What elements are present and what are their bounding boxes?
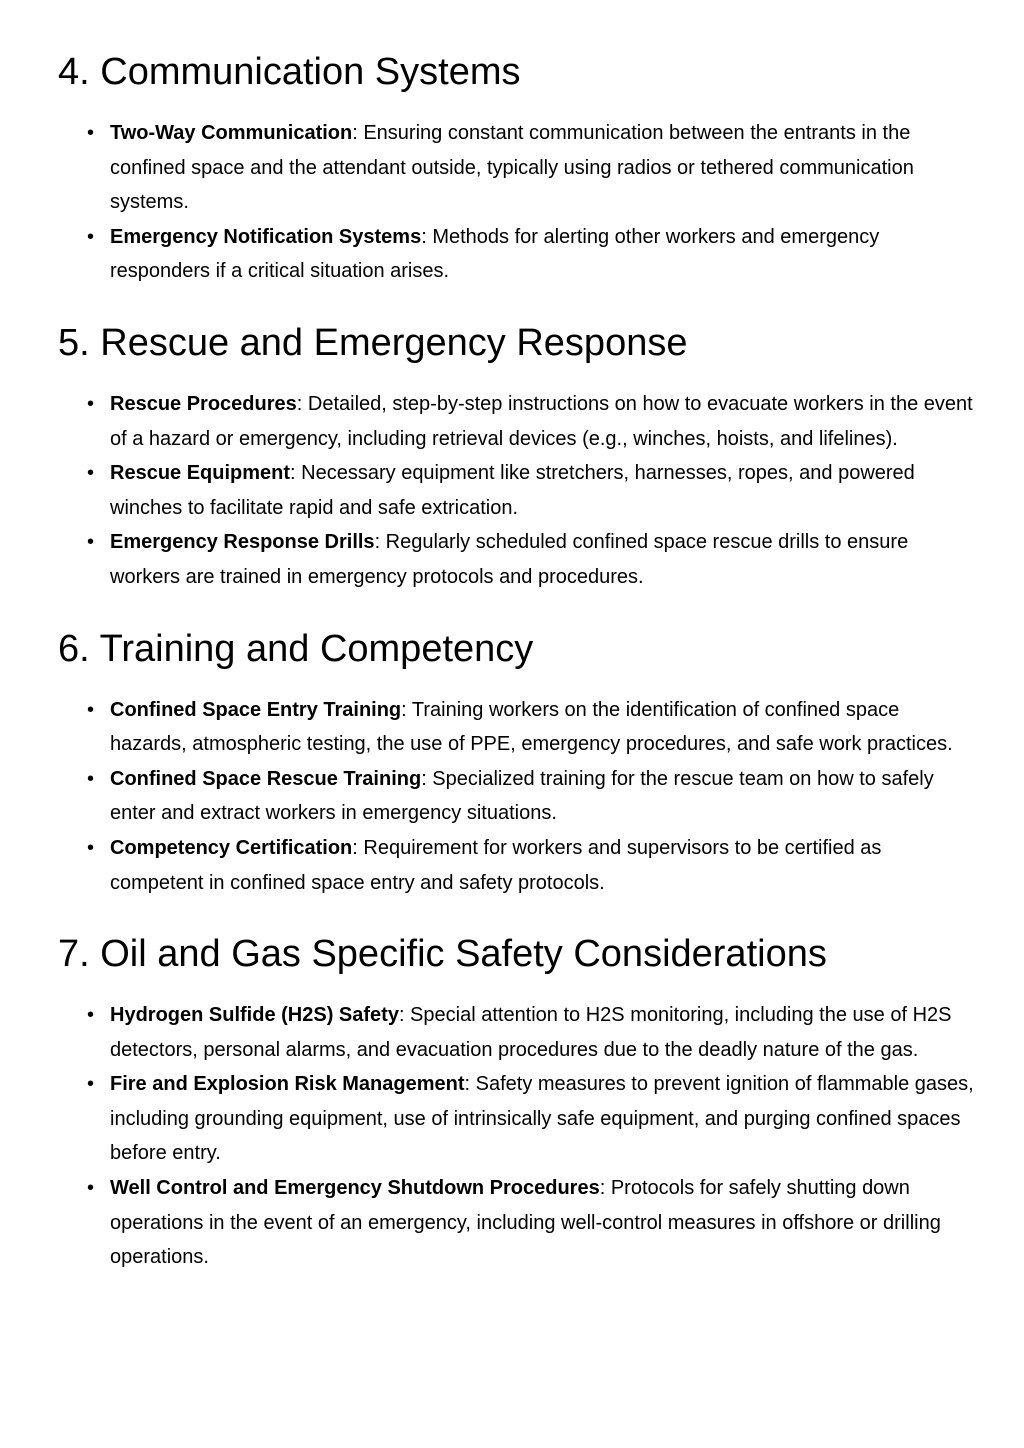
item-description: : Ensuring constant communication between the entrants in the confined space and the attendant outside, typically using radios or tethered communication systems. [110,122,914,214]
list-item [58,1067,978,1171]
bullet-icon: • [87,392,95,415]
list-item [58,1171,978,1275]
section-heading: 7. Oil and Gas Specific Safety Considerations [58,933,827,976]
item-description: : Training workers on the identification of confined space hazards, atmospheric testing, the use of PPE, emergency procedures, and safe work practices. [110,698,953,756]
item-term: Emergency Response Drills [110,531,375,554]
item-term: Two-Way Communication [110,122,353,144]
bullet-list [58,116,966,289]
bullet-icon: • [87,531,95,554]
section-heading: 5. Rescue and Emergency Response [58,321,688,364]
item-description: : Protocols for safely shutting down operations in the event of an emergency, including well-control measures in offshore or drilling operations. [110,1177,941,1269]
list-item [58,525,978,594]
item-term: Confined Space Rescue Training [110,767,422,790]
section-heading: 6. Training and Competency [58,627,534,670]
bullet-list [58,387,973,595]
bullet-icon: • [87,1004,95,1027]
item-term: Rescue Procedures [110,392,297,415]
list-item [58,220,978,289]
item-description: : Necessary equipment like stretchers, harnesses, ropes, and powered winches to facilitate rapid and safe extrication. [110,462,915,519]
section-heading: 4. Communication Systems [58,51,521,93]
list-item [58,116,978,220]
item-term: Emergency Notification Systems [110,225,422,248]
section-communication-systems [58,48,966,289]
list-item [58,456,978,525]
section-rescue-emergency-response [58,319,973,595]
item-description: : Detailed, step-by-step instructions on how to evacuate workers in the event of a hazard or emergency, including retrieval devices (e.g., winches, hoists, and lifelines). [110,392,973,450]
bullet-icon: • [87,225,95,248]
item-description: : Safety measures to prevent ignition of flammable gases, including grounding equipment, use of intrinsically safe equipment, and purging confined spaces before entry. [110,1073,974,1165]
item-term: Hydrogen Sulfide (H2S) Safety [110,1004,399,1027]
bullet-icon: • [87,1177,95,1200]
list-item [58,387,978,456]
bullet-icon: • [87,767,95,790]
bullet-icon: • [87,1073,95,1096]
item-description: : Specialized training for the rescue team on how to safely enter and extract workers in emergency situations. [110,767,934,825]
item-term: Well Control and Emergency Shutdown Procedures [110,1177,600,1200]
item-description: : Requirement for workers and supervisors to be certified as competent in confined space entry and safety protocols. [110,836,882,894]
bullet-icon: • [87,836,95,859]
item-term: Rescue Equipment [110,462,291,485]
item-description: : Methods for alerting other workers and emergency responders if a critical situation arises. [110,225,880,283]
list-item [58,762,978,831]
section-oil-gas-safety [58,930,974,1275]
item-term: Competency Certification [110,836,353,859]
bullet-list [58,693,966,901]
item-description: : Special attention to H2S monitoring, including the use of H2S detectors, personal alarms, and evacuation procedures due to the deadly nature of the gas. [110,1004,952,1061]
item-term: Fire and Explosion Risk Management [110,1073,465,1096]
item-description: : Regularly scheduled confined space rescue drills to ensure workers are trained in emergency protocols and procedures. [110,531,909,588]
list-item [58,693,978,762]
bullet-icon: • [87,122,95,144]
section-training-competency [58,625,966,901]
item-term: Confined Space Entry Training [110,698,402,721]
list-item [58,831,978,900]
bullet-list [58,998,974,1275]
list-item [58,998,978,1067]
bullet-icon: • [87,698,95,721]
bullet-icon: • [87,462,95,485]
